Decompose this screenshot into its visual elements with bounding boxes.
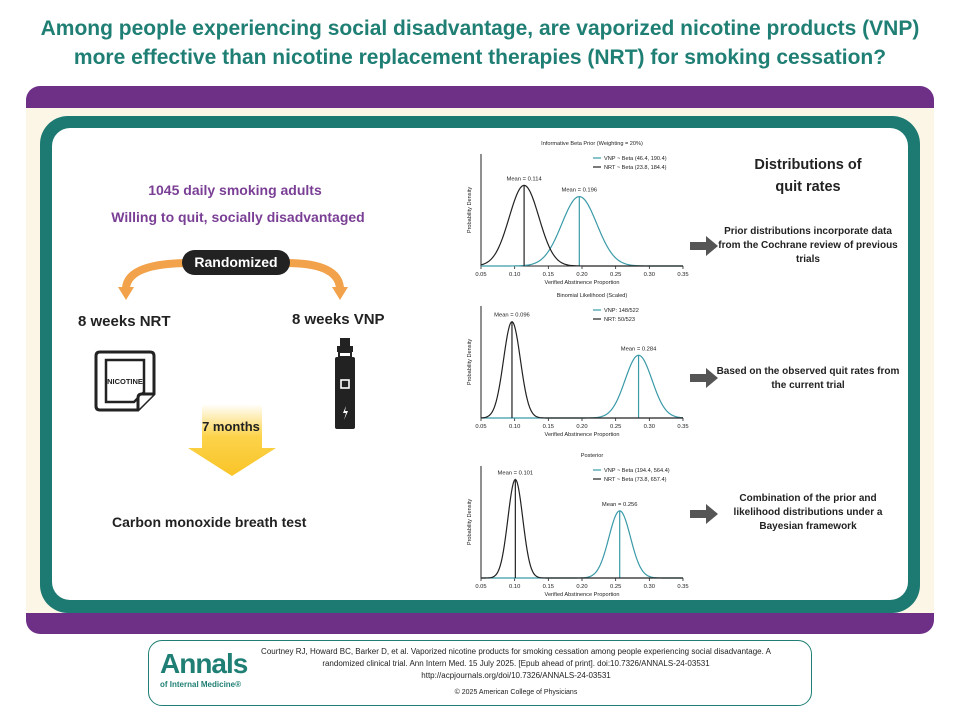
posterior-description: Combination of the prior and likelihood distributions under a Bayesian framework [733, 493, 883, 532]
likelihood-description: Based on the observed quit rates from the current trial [716, 366, 900, 391]
page-title [20, 14, 940, 72]
copyright-text: © 2025 American College of Physicians [454, 689, 578, 696]
mean-label: Mean = 0.101 [497, 470, 534, 477]
x-tick-label: 0.25 [610, 272, 622, 278]
participants-text: 1045 daily smoking adults [148, 182, 322, 198]
nicotine-patch-icon [94, 350, 158, 414]
density-curve [481, 479, 683, 578]
x-tick-label: 0.10 [509, 424, 521, 430]
arrowhead-vnp [332, 287, 348, 300]
x-tick-label: 0.10 [509, 584, 521, 590]
x-tick-label: 0.30 [643, 272, 655, 278]
vnp-arm-label: 8 weeks VNP [292, 311, 385, 328]
outcome-text: Carbon monoxide breath test [112, 514, 307, 530]
citation-line-2: randomized clinical trial. Ann Intern Med. 15 July 2025. [Epub ahead of print]. doi:10.7326/ANNALS-24-03531 [322, 659, 710, 668]
x-tick-label: 0.30 [643, 584, 655, 590]
y-axis-label: Probability Density [467, 498, 473, 546]
duration-label: 7 months [202, 419, 260, 434]
arrow-to-nrt [126, 263, 190, 288]
citation-line-1: Courtney RJ, Howard BC, Barker D, et al. Vaporized nicotine products for smoking cessation among people experiencing social disadvantage. A [261, 647, 771, 656]
x-tick-label: 0.15 [542, 584, 554, 590]
legend-entry: VNP ~ Beta (46.4, 190.4) [604, 156, 667, 162]
mean-label: Mean = 0.256 [601, 501, 638, 508]
x-tick-label: 0.30 [643, 424, 655, 430]
arrow-posterior-icon [690, 504, 718, 524]
x-tick-label: 0.25 [610, 424, 622, 430]
x-tick-label: 0.20 [576, 272, 588, 278]
x-tick-label: 0.25 [610, 584, 622, 590]
citation-text [236, 646, 796, 682]
vape-device-icon [330, 336, 360, 432]
density-curve [481, 322, 683, 418]
x-tick-label: 0.15 [542, 272, 554, 278]
x-tick-label: 0.35 [677, 424, 689, 430]
distribution-charts [455, 130, 695, 598]
x-tick-label: 0.20 [576, 584, 588, 590]
heading-line-2: quit rates [775, 179, 841, 195]
x-tick-label: 0.35 [677, 272, 689, 278]
x-tick-label: 0.35 [677, 584, 689, 590]
nicotine-label: NICOTINE [107, 377, 143, 386]
citation-link[interactable]: http://acpjournals.org/doi/10.7326/ANNALS-24-03531 [421, 671, 611, 680]
title-line-2: more effective than nicotine replacement therapies (NRT) for smoking cessation? [73, 46, 887, 69]
mean-label: Mean = 0.196 [561, 187, 598, 194]
randomized-badge: Randomized [182, 250, 290, 275]
x-tick-label: 0.05 [475, 424, 487, 430]
duration-arrow [186, 404, 278, 476]
chart-title: Posterior [580, 453, 604, 459]
x-axis-label: Verified Abstinence Proportion [544, 432, 620, 438]
x-tick-label: 0.10 [509, 272, 521, 278]
mean-label: Mean = 0.096 [494, 312, 530, 319]
density-curve [481, 511, 683, 578]
y-axis-label: Probability Density [467, 338, 473, 386]
arrow-to-vnp [286, 263, 340, 288]
density-curve [481, 197, 683, 266]
arrow-prior-icon [690, 236, 718, 256]
x-tick-label: 0.20 [576, 424, 588, 430]
chart-title: Informative Beta Prior (Weighting = 20%) [541, 141, 643, 147]
legend-entry: NRT ~ Beta (23.8, 184.4) [604, 165, 667, 171]
x-tick-label: 0.05 [475, 272, 487, 278]
journal-logo-subtitle: of Internal Medicine® [160, 680, 242, 689]
x-axis-label: Verified Abstinence Proportion [544, 592, 620, 598]
heading-line-1: Distributions of [754, 157, 862, 173]
legend-entry: VNP ~ Beta (194.4, 564.4) [604, 468, 670, 474]
distributions-heading [716, 154, 900, 198]
nrt-arm-label: 8 weeks NRT [78, 313, 171, 330]
journal-logo: Annals [160, 648, 248, 679]
title-line-1: Among people experiencing social disadvantage, are vaporized nicotine products (VNP) [40, 17, 920, 40]
legend-entry: NRT: 50/523 [604, 317, 635, 323]
mean-label: Mean = 0.114 [506, 176, 542, 183]
x-tick-label: 0.05 [475, 584, 487, 590]
y-axis-label: Probability Density [467, 186, 473, 234]
legend-entry: NRT ~ Beta (73.8, 657.4) [604, 477, 667, 483]
criteria-text: Willing to quit, socially disadvantaged [111, 209, 365, 225]
legend-entry: VNP: 148/522 [604, 308, 639, 314]
arrowhead-nrt [118, 287, 134, 300]
chart-title: Binomial Likelihood (Scaled) [556, 293, 628, 299]
density-curve [481, 355, 683, 418]
x-tick-label: 0.15 [542, 424, 554, 430]
arrow-likelihood-icon [690, 368, 718, 388]
mean-label: Mean = 0.284 [620, 346, 657, 353]
prior-description: Prior distributions incorporate data from the Cochrane review of previous trials [718, 226, 898, 265]
x-axis-label: Verified Abstinence Proportion [544, 280, 620, 286]
